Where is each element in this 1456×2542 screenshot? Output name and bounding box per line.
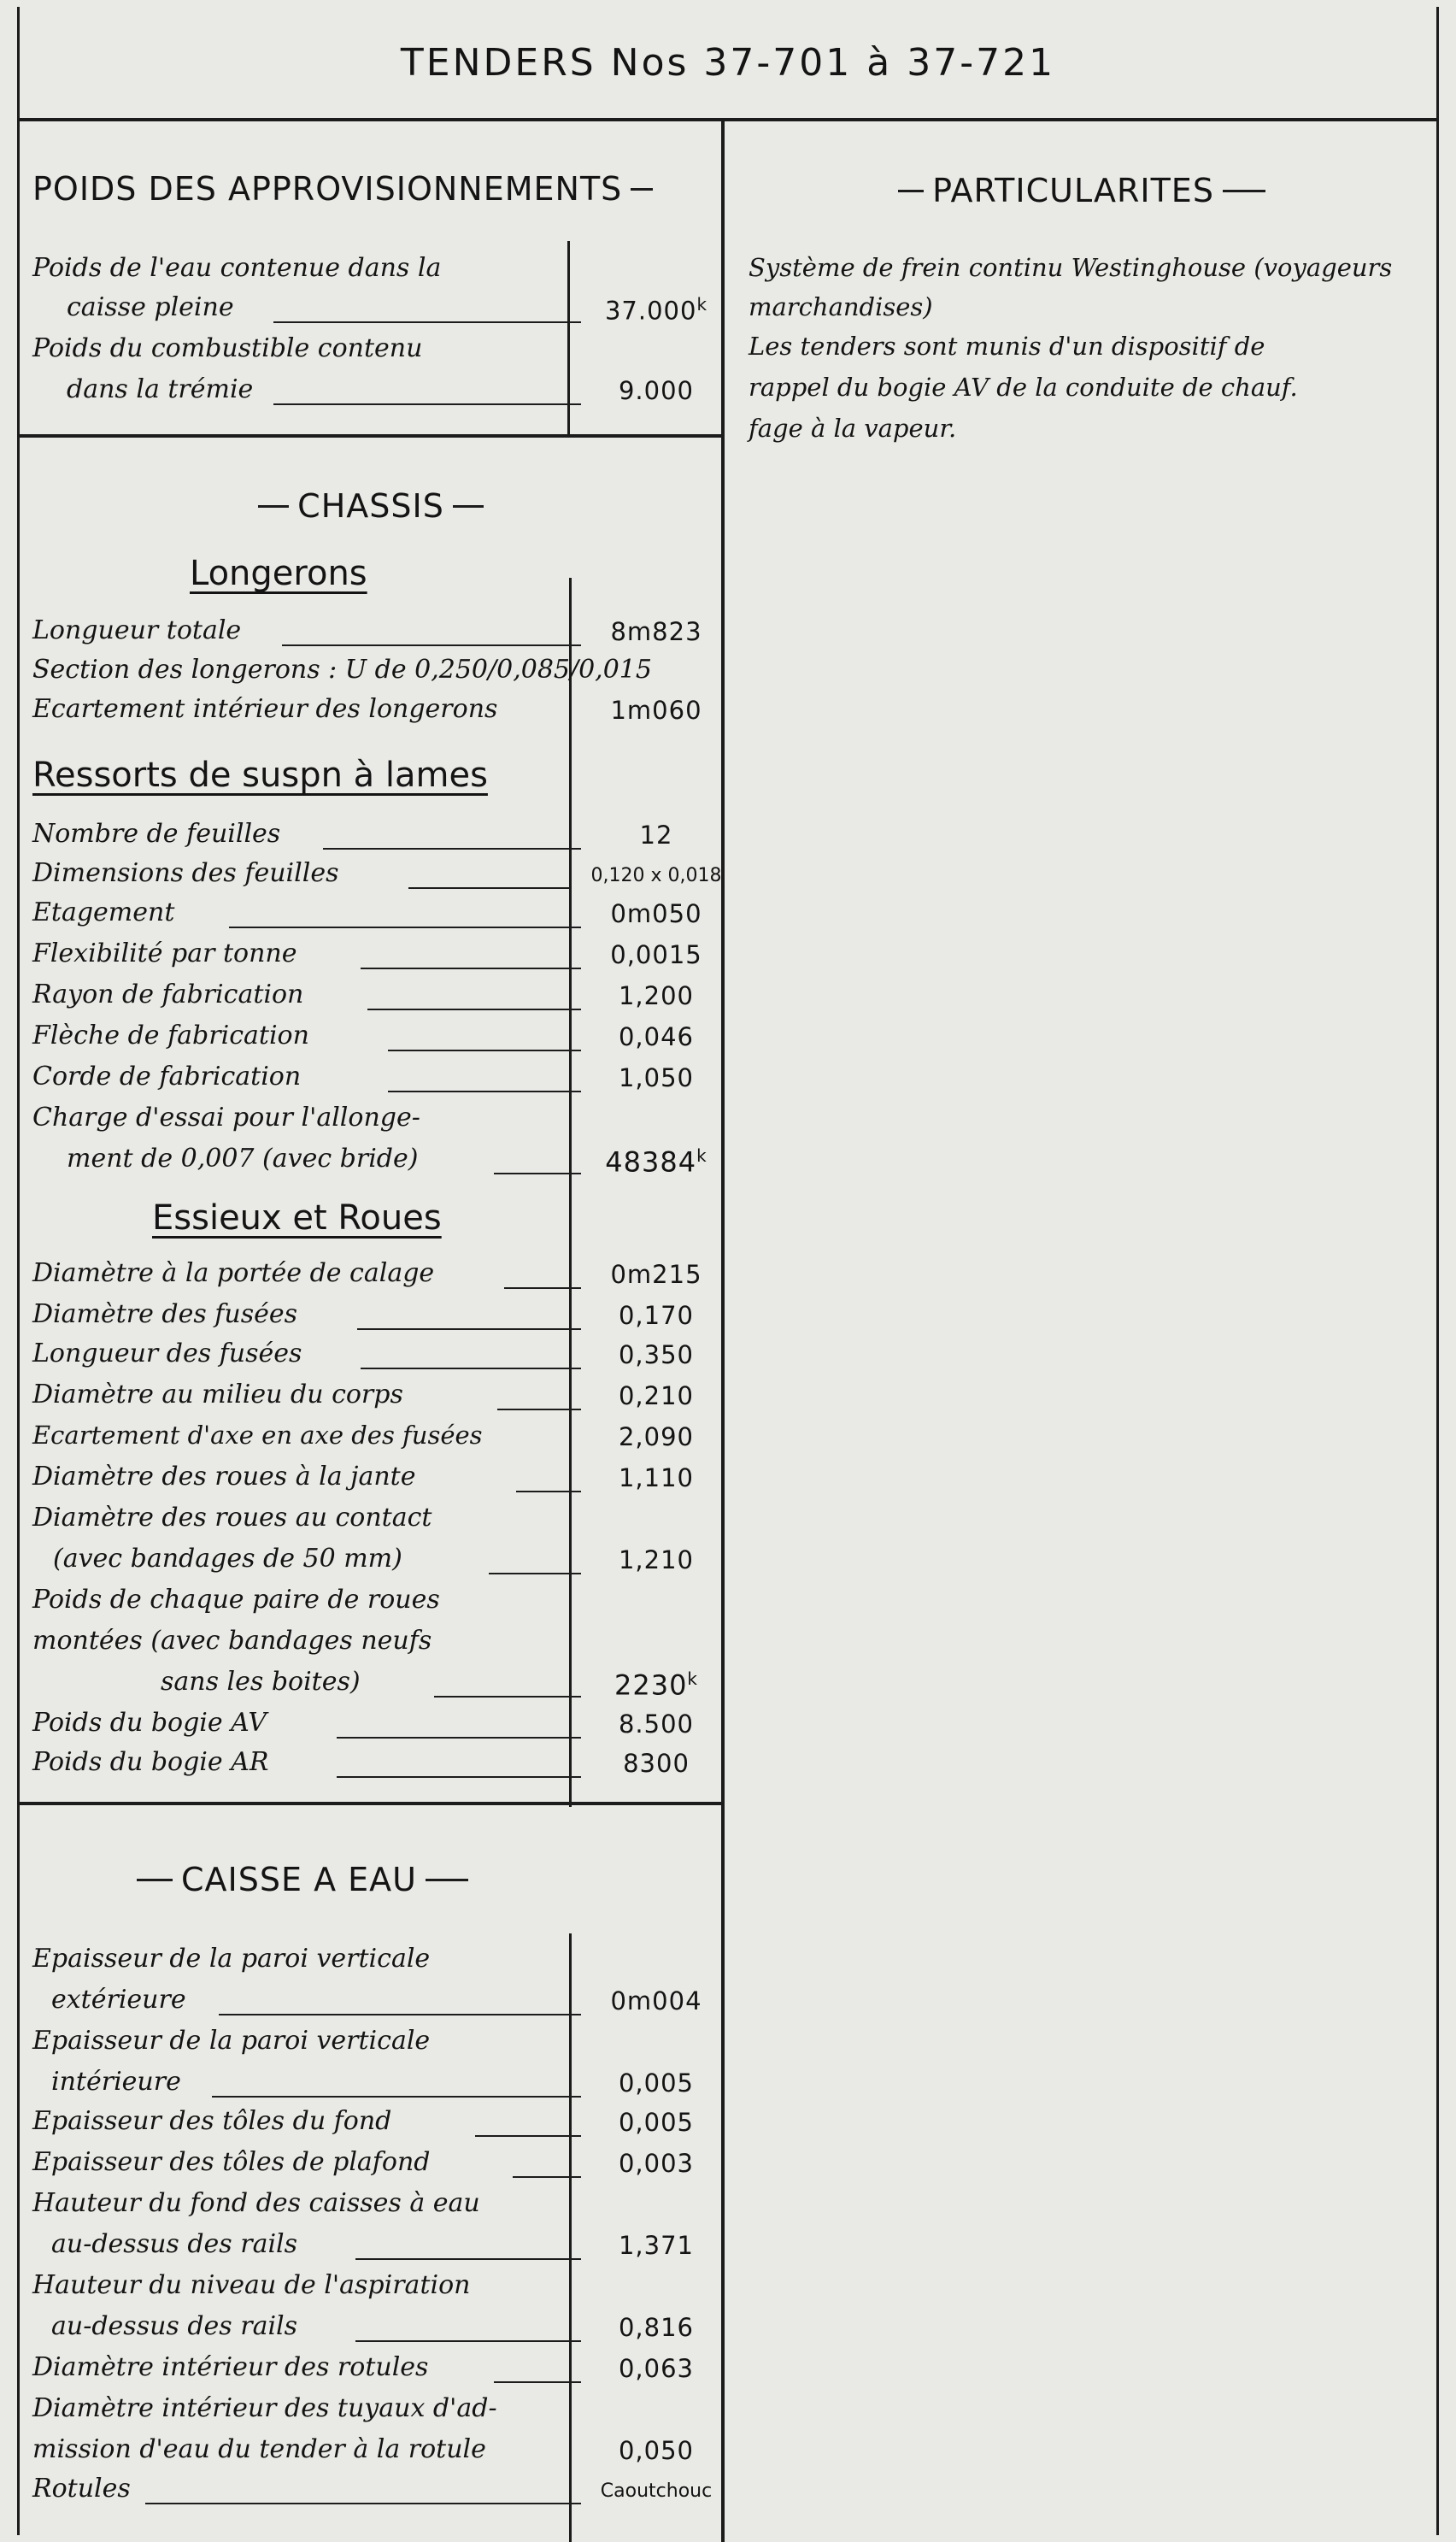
leader-line — [357, 1328, 581, 1330]
row-value: 0,120 x 0,018 — [590, 865, 722, 886]
row-value: 1,110 — [618, 1463, 695, 1492]
leader-line — [367, 1009, 581, 1010]
row-value: 1,050 — [618, 1063, 695, 1092]
row-label: Corde de fabrication — [32, 1062, 302, 1092]
essieux-heading: Essieux et Roues — [152, 1198, 442, 1238]
essieux-row — [32, 1458, 709, 1499]
row-value: 0,0015 — [610, 940, 702, 969]
row-value: 8300 — [623, 1749, 690, 1778]
leader-line — [212, 2096, 581, 2098]
row-value: 0m050 — [610, 899, 702, 928]
leader-line — [337, 1737, 581, 1739]
row-label: Epaisseur des tôles de plafond — [32, 2147, 431, 2177]
leader-line — [489, 1573, 581, 1574]
row-label: extérieure — [51, 1985, 186, 2015]
row-label: Epaisseur des tôles du fond — [32, 2106, 392, 2136]
row-label: mission d'eau du tender à la rotule — [32, 2434, 486, 2464]
row-label: Epaisseur de la paroi verticale — [32, 2026, 431, 2056]
row-value: 0,046 — [618, 1022, 695, 1051]
particularites-line: Système de frein continu Westinghouse (voyageurs — [749, 253, 1393, 282]
row-label: Poids de chaque paire de roues — [32, 1585, 440, 1615]
ressorts-row — [32, 855, 722, 896]
heading-dash — [137, 1879, 173, 1881]
caisse-row — [32, 2267, 709, 2308]
row-value-number: 2230 — [614, 1668, 688, 1702]
row-value: 1,371 — [618, 2231, 695, 2260]
row-value: 0,003 — [618, 2149, 695, 2178]
row-value: 0m215 — [610, 1260, 702, 1289]
heading-dash — [631, 188, 653, 191]
caisse-row — [32, 2144, 709, 2185]
row-label: Rotules — [32, 2474, 131, 2504]
row-label: Flexibilité par tonne — [32, 939, 297, 968]
heading-dash — [1223, 190, 1265, 192]
caisse-row — [32, 1940, 709, 1981]
essieux-row — [32, 1417, 709, 1458]
row-label: ment de 0,007 (avec bride) — [67, 1144, 419, 1174]
row-label: Diamètre à la portée de calage — [32, 1258, 435, 1288]
row-label: Hauteur du niveau de l'aspiration — [32, 2270, 471, 2300]
ressorts-row — [32, 1140, 709, 1181]
leader-line — [273, 321, 581, 323]
leader-line — [355, 2258, 581, 2260]
caisse-row — [32, 2431, 709, 2472]
leader-line — [408, 887, 571, 889]
caisse-row — [32, 2022, 709, 2063]
leader-line — [388, 1050, 581, 1051]
caisse-row — [32, 2308, 709, 2349]
leader-line — [494, 2381, 581, 2383]
leader-line — [219, 2014, 581, 2015]
poids-row — [32, 330, 709, 371]
row-value: 8.500 — [618, 1709, 695, 1739]
row-value: 0,005 — [618, 2068, 695, 2098]
leader-line — [145, 2503, 581, 2504]
row-label: Charge d'essai pour l'allonge- — [32, 1103, 420, 1133]
row-value-number: 37.000 — [604, 296, 697, 326]
row-label: Poids du combustible contenu — [32, 333, 423, 363]
row-value: 0,050 — [618, 2436, 695, 2465]
essieux-row — [32, 1663, 709, 1704]
longerons-row — [32, 612, 709, 653]
caisse-heading — [128, 1856, 477, 1903]
ressorts-heading: Ressorts de suspn à lames — [32, 756, 488, 795]
caisse-heading-text: CAISSE A EAU — [181, 1861, 417, 1898]
essieux-row — [32, 1704, 709, 1745]
essieux-row — [32, 1499, 709, 1540]
leader-line — [355, 2340, 581, 2342]
column-divider — [721, 121, 725, 2542]
leader-line — [475, 2135, 581, 2137]
poids-row — [32, 250, 709, 291]
leader-line — [229, 927, 581, 928]
row-label: Poids du bogie AR — [32, 1747, 269, 1777]
row-value: 1,200 — [618, 981, 695, 1010]
ressorts-row — [32, 1099, 709, 1140]
section-divider-chassis — [17, 1802, 725, 1805]
row-label: Diamètre des roues au contact — [32, 1503, 432, 1533]
page-title-text: TENDERS Nos 37-701 à 37-721 — [400, 40, 1056, 85]
row-label: Etagement — [32, 897, 175, 927]
row-value: 9.000 — [618, 376, 695, 405]
row-label: intérieure — [51, 2067, 181, 2097]
leader-line — [388, 1091, 581, 1092]
leader-line — [434, 1696, 581, 1698]
row-label: Poids du bogie AV — [32, 1708, 267, 1738]
row-label: Nombre de feuilles — [32, 819, 281, 849]
essieux-row — [32, 1296, 709, 1337]
chassis-heading — [32, 484, 709, 528]
row-value-unit: k — [696, 294, 708, 315]
longerons-row — [32, 651, 709, 692]
leader-line — [361, 1368, 581, 1369]
leader-line — [494, 1173, 581, 1174]
caisse-row — [32, 2103, 709, 2144]
row-label: Diamètre des fusées — [32, 1299, 298, 1329]
row-label: Dimensions des feuilles — [32, 858, 339, 888]
row-label: Diamètre des roues à la jante — [32, 1462, 416, 1492]
essieux-row — [32, 1744, 709, 1785]
row-label: Longueur des fusées — [32, 1339, 302, 1368]
row-value: 0m004 — [610, 1986, 702, 2015]
page-title — [17, 7, 1439, 121]
row-label: au-dessus des rails — [51, 2311, 298, 2341]
row-label: Rayon de fabrication — [32, 980, 304, 1009]
row-value: 0,350 — [618, 1340, 695, 1369]
heading-dash — [258, 505, 289, 508]
essieux-row — [32, 1622, 709, 1663]
longerons-row — [32, 691, 709, 732]
poids-heading-text: POIDS DES APPROVISIONNEMENTS — [32, 170, 623, 208]
poids-row — [32, 371, 709, 412]
poids-row — [32, 289, 709, 330]
row-value — [569, 294, 743, 326]
section-divider-poids — [17, 434, 725, 438]
caisse-row — [32, 2185, 709, 2226]
row-value: 12 — [639, 821, 673, 850]
leader-line — [323, 848, 581, 850]
row-value-unit: k — [687, 1668, 699, 1689]
ressorts-row — [32, 1017, 709, 1058]
longerons-heading: Longerons — [190, 554, 367, 593]
row-label: caisse pleine — [67, 292, 234, 322]
caisse-row — [32, 2349, 709, 2390]
heading-dash — [453, 505, 484, 508]
caisse-row — [32, 2063, 709, 2104]
row-value: 0,816 — [618, 2313, 695, 2342]
row-label: Diamètre intérieur des rotules — [32, 2352, 429, 2382]
leader-line — [273, 403, 581, 405]
leader-line — [337, 1776, 581, 1778]
particularites-line: rappel du bogie AV de la conduite de chauf. — [749, 373, 1298, 402]
row-value: 1,210 — [618, 1545, 695, 1574]
ressorts-row — [32, 894, 709, 935]
row-label: Ecartement intérieur des longerons — [32, 694, 498, 724]
essieux-row — [32, 1255, 709, 1296]
row-value — [569, 1668, 743, 1702]
caisse-row — [32, 2226, 709, 2267]
row-label: Ecartement d'axe en axe des fusées — [32, 1421, 483, 1450]
row-label: Flèche de fabrication — [32, 1021, 309, 1050]
particularites-line: Les tenders sont munis d'un dispositif de — [749, 332, 1265, 361]
row-value: 0,210 — [618, 1381, 695, 1410]
heading-dash — [898, 190, 924, 192]
poids-heading — [32, 168, 661, 210]
row-value: 0,063 — [618, 2354, 695, 2383]
essieux-row — [32, 1581, 709, 1622]
particularites-line: fage à la vapeur. — [749, 414, 957, 443]
row-value-number: 48384 — [605, 1145, 697, 1179]
particularites-line: marchandises) — [749, 292, 933, 321]
row-label: Diamètre intérieur des tuyaux d'ad- — [32, 2393, 497, 2423]
row-value: 0,170 — [618, 1301, 695, 1330]
particularites-heading — [725, 168, 1439, 214]
row-value-unit: k — [696, 1145, 707, 1166]
row-label: Diamètre au milieu du corps — [32, 1380, 403, 1409]
row-value: Caoutchouc — [600, 2480, 713, 2502]
row-label: Hauteur du fond des caisses à eau — [32, 2188, 480, 2218]
row-label: Longueur totale — [32, 615, 242, 645]
row-value: 2,090 — [618, 1422, 695, 1451]
heading-dash — [426, 1879, 468, 1881]
row-value: 1m060 — [610, 696, 702, 725]
row-value: 0,005 — [618, 2108, 695, 2137]
ressorts-row — [32, 935, 709, 976]
ressorts-row — [32, 1058, 709, 1099]
caisse-row — [32, 1981, 709, 2022]
leader-line — [282, 644, 581, 646]
row-label: Epaisseur de la paroi verticale — [32, 1944, 431, 1974]
row-label: Section des longerons : U de 0,250/0,085/0,015 — [32, 655, 652, 685]
caisse-row — [32, 2390, 709, 2431]
essieux-row — [32, 1376, 709, 1417]
ressorts-row — [32, 815, 709, 856]
row-value — [569, 1145, 743, 1179]
ressorts-row — [32, 976, 709, 1017]
row-label: sans les boites) — [161, 1667, 361, 1697]
caisse-row — [32, 2470, 713, 2511]
row-label: (avec bandages de 50 mm) — [53, 1544, 402, 1574]
essieux-row — [32, 1335, 709, 1376]
row-value: 8m823 — [610, 617, 702, 646]
row-label: montées (avec bandages neufs — [32, 1626, 432, 1656]
particularites-heading-text: PARTICULARITES — [932, 172, 1214, 209]
chassis-heading-text: CHASSIS — [297, 487, 444, 525]
row-label: au-dessus des rails — [51, 2229, 298, 2259]
row-label: dans la trémie — [67, 374, 254, 404]
leader-line — [361, 968, 581, 969]
essieux-row — [32, 1540, 709, 1581]
row-label: Poids de l'eau contenue dans la — [32, 253, 442, 283]
